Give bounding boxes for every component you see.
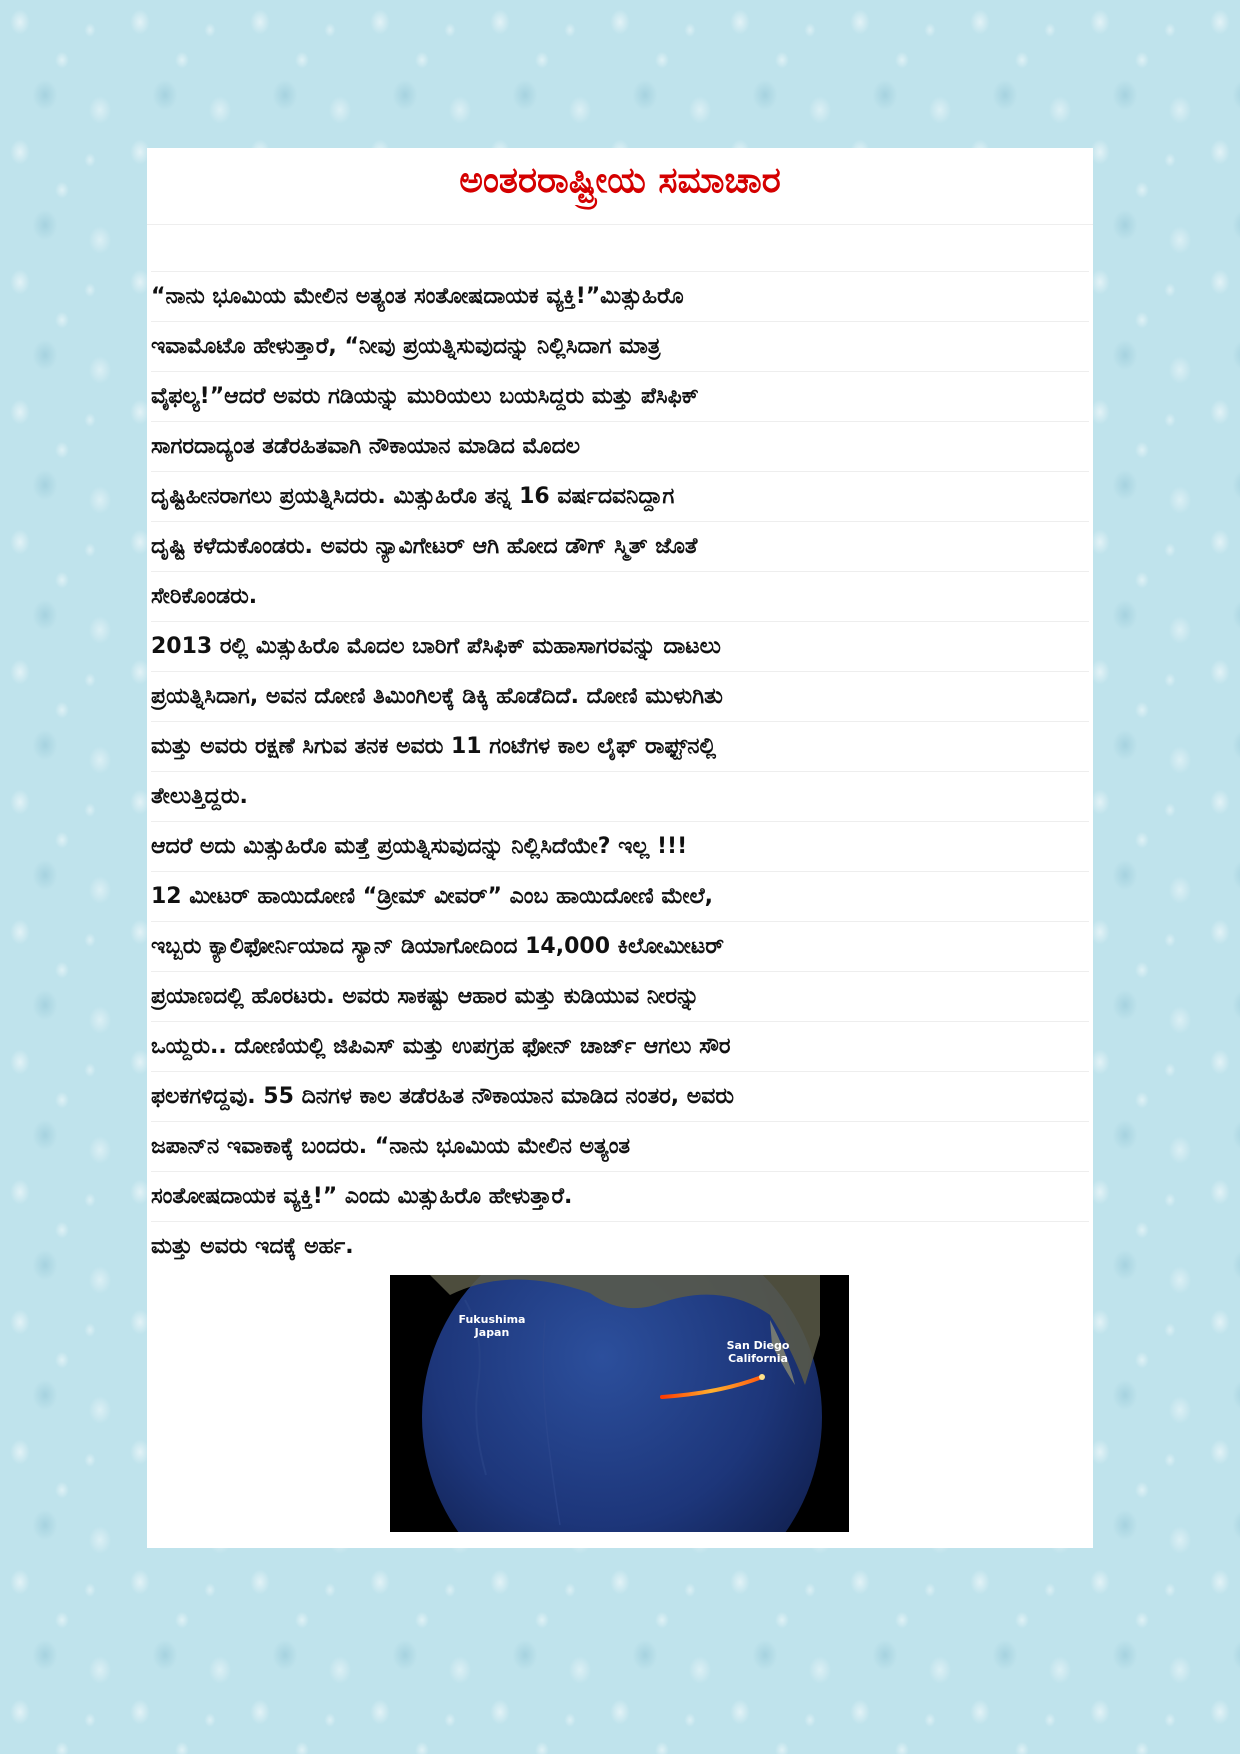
- destination-label-city: San Diego: [726, 1339, 790, 1352]
- article-line: ಮತ್ತು ಅವರು ಇದಕ್ಕೆ ಅರ್ಹ.: [151, 1221, 1089, 1271]
- title-divider: [147, 224, 1093, 271]
- destination-label-state: California: [728, 1352, 788, 1365]
- article-line: ಸೇರಿಕೊಂಡರು.: [151, 571, 1089, 621]
- article-line: ಪ್ರಯಾಣದಲ್ಲಿ ಹೊರಟರು. ಅವರು ಸಾಕಷ್ಟು ಆಹಾರ ಮತ್ತು ಕುಡಿಯುವ ನೀರನ್ನು: [151, 971, 1089, 1021]
- article-line: ವೈಫಲ್ಯ!”ಆದರೆ ಅವರು ಗಡಿಯನ್ನು ಮುರಿಯಲು ಬಯಸಿದ್ದರು ಮತ್ತು ಪೆಸಿಫಿಕ್: [151, 371, 1089, 421]
- article-body: [147, 271, 1093, 1271]
- article-page: [147, 148, 1093, 1548]
- article-line: ದೃಷ್ಟಿಹೀನರಾಗಲು ಪ್ರಯತ್ನಿಸಿದರು. ಮಿತ್ಸುಹಿರೊ ತನ್ನ 16 ವರ್ಷದವನಿದ್ದಾಗ: [151, 471, 1089, 521]
- article-line: ತೇಲುತ್ತಿದ್ದರು.: [151, 771, 1089, 821]
- article-line: “ನಾನು ಭೂಮಿಯ ಮೇಲಿನ ಅತ್ಯಂತ ಸಂತೋಷದಾಯಕ ವ್ಯಕ್ತಿ!”ಮಿತ್ಸುಹಿರೊ: [151, 271, 1089, 321]
- article-line: ಇಬ್ಬರು ಕ್ಯಾಲಿಫೋರ್ನಿಯಾದ ಸ್ಯಾನ್ ಡಿಯಾಗೋದಿಂದ 14,000 ಕಿಲೋಮೀಟರ್: [151, 921, 1089, 971]
- article-line: ಸಂತೋಷದಾಯಕ ವ್ಯಕ್ತಿ!” ಎಂದು ಮಿತ್ಸುಹಿರೊ ಹೇಳುತ್ತಾರೆ.: [151, 1171, 1089, 1221]
- article-line: ಪ್ರಯತ್ನಿಸಿದಾಗ, ಅವನ ದೋಣಿ ತಿಮಿಂಗಿಲಕ್ಕೆ ಡಿಕ್ಕಿ ಹೊಡೆದಿದೆ. ದೋಣಿ ಮುಳುಗಿತು: [151, 671, 1089, 721]
- article-line: ಇವಾಮೊಟೊ ಹೇಳುತ್ತಾರೆ, “ನೀವು ಪ್ರಯತ್ನಿಸುವುದನ್ನು ನಿಲ್ಲಿಸಿದಾಗ ಮಾತ್ರ: [151, 321, 1089, 371]
- article-line: 2013 ರಲ್ಲಿ ಮಿತ್ಸುಹಿರೊ ಮೊದಲ ಬಾರಿಗೆ ಪೆಸಿಫಿಕ್ ಮಹಾಸಾಗರವನ್ನು ದಾಟಲು: [151, 621, 1089, 671]
- article-line: ಸಾಗರದಾದ್ಯಂತ ತಡೆರಹಿತವಾಗಿ ನೌಕಾಯಾನ ಮಾಡಿದ ಮೊದಲ: [151, 421, 1089, 471]
- article-line: ಆದರೆ ಅದು ಮಿತ್ಸುಹಿರೊ ಮತ್ತೆ ಪ್ರಯತ್ನಿಸುವುದನ್ನು ನಿಲ್ಲಿಸಿದೆಯೇ? ಇಲ್ಲ !!!: [151, 821, 1089, 871]
- origin-label-country: Japan: [474, 1326, 510, 1339]
- article-line: ಮತ್ತು ಅವರು ರಕ್ಷಣೆ ಸಿಗುವ ತನಕ ಅವರು 11 ಗಂಟೆಗಳ ಕಾಲ ಲೈಫ್ ರಾಫ್ಟ್‌ನಲ್ಲಿ: [151, 721, 1089, 771]
- article-line: ಒಯ್ದರು.. ದೋಣಿಯಲ್ಲಿ ಜಿಪಿಎಸ್ ಮತ್ತು ಉಪಗ್ರಹ ಫೋನ್ ಚಾರ್ಜ್ ಆಗಲು ಸೌರ: [151, 1021, 1089, 1071]
- origin-label-city: Fukushima: [458, 1313, 526, 1326]
- page-title: ಅಂತರರಾಷ್ಟ್ರೀಯ ಸಮಾಚಾರ: [459, 160, 781, 201]
- globe-image: [390, 1275, 849, 1532]
- san-diego-marker: [759, 1374, 765, 1380]
- article-line: ಜಪಾನ್‌ನ ಇವಾಕಾಕ್ಕೆ ಬಂದರು. “ನಾನು ಭೂಮಿಯ ಮೇಲಿನ ಅತ್ಯಂತ: [151, 1121, 1089, 1171]
- article-line: ಫಲಕಗಳಿದ್ದವು. 55 ದಿನಗಳ ಕಾಲ ತಡೆರಹಿತ ನೌಕಾಯಾನ ಮಾಡಿದ ನಂತರ, ಅವರು: [151, 1071, 1089, 1121]
- pacific-route-map: [390, 1275, 849, 1532]
- article-line: 12 ಮೀಟರ್ ಹಾಯಿದೋಣಿ “ಡ್ರೀಮ್ ವೀವರ್” ಎಂಬ ಹಾಯಿದೋಣಿ ಮೇಲೆ,: [151, 871, 1089, 921]
- article-line: ದೃಷ್ಟಿ ಕಳೆದುಕೊಂಡರು. ಅವರು ನ್ಯಾವಿಗೇಟರ್ ಆಗಿ ಹೋದ ಡೌಗ್ ಸ್ಮಿತ್ ಜೊತೆ: [151, 521, 1089, 571]
